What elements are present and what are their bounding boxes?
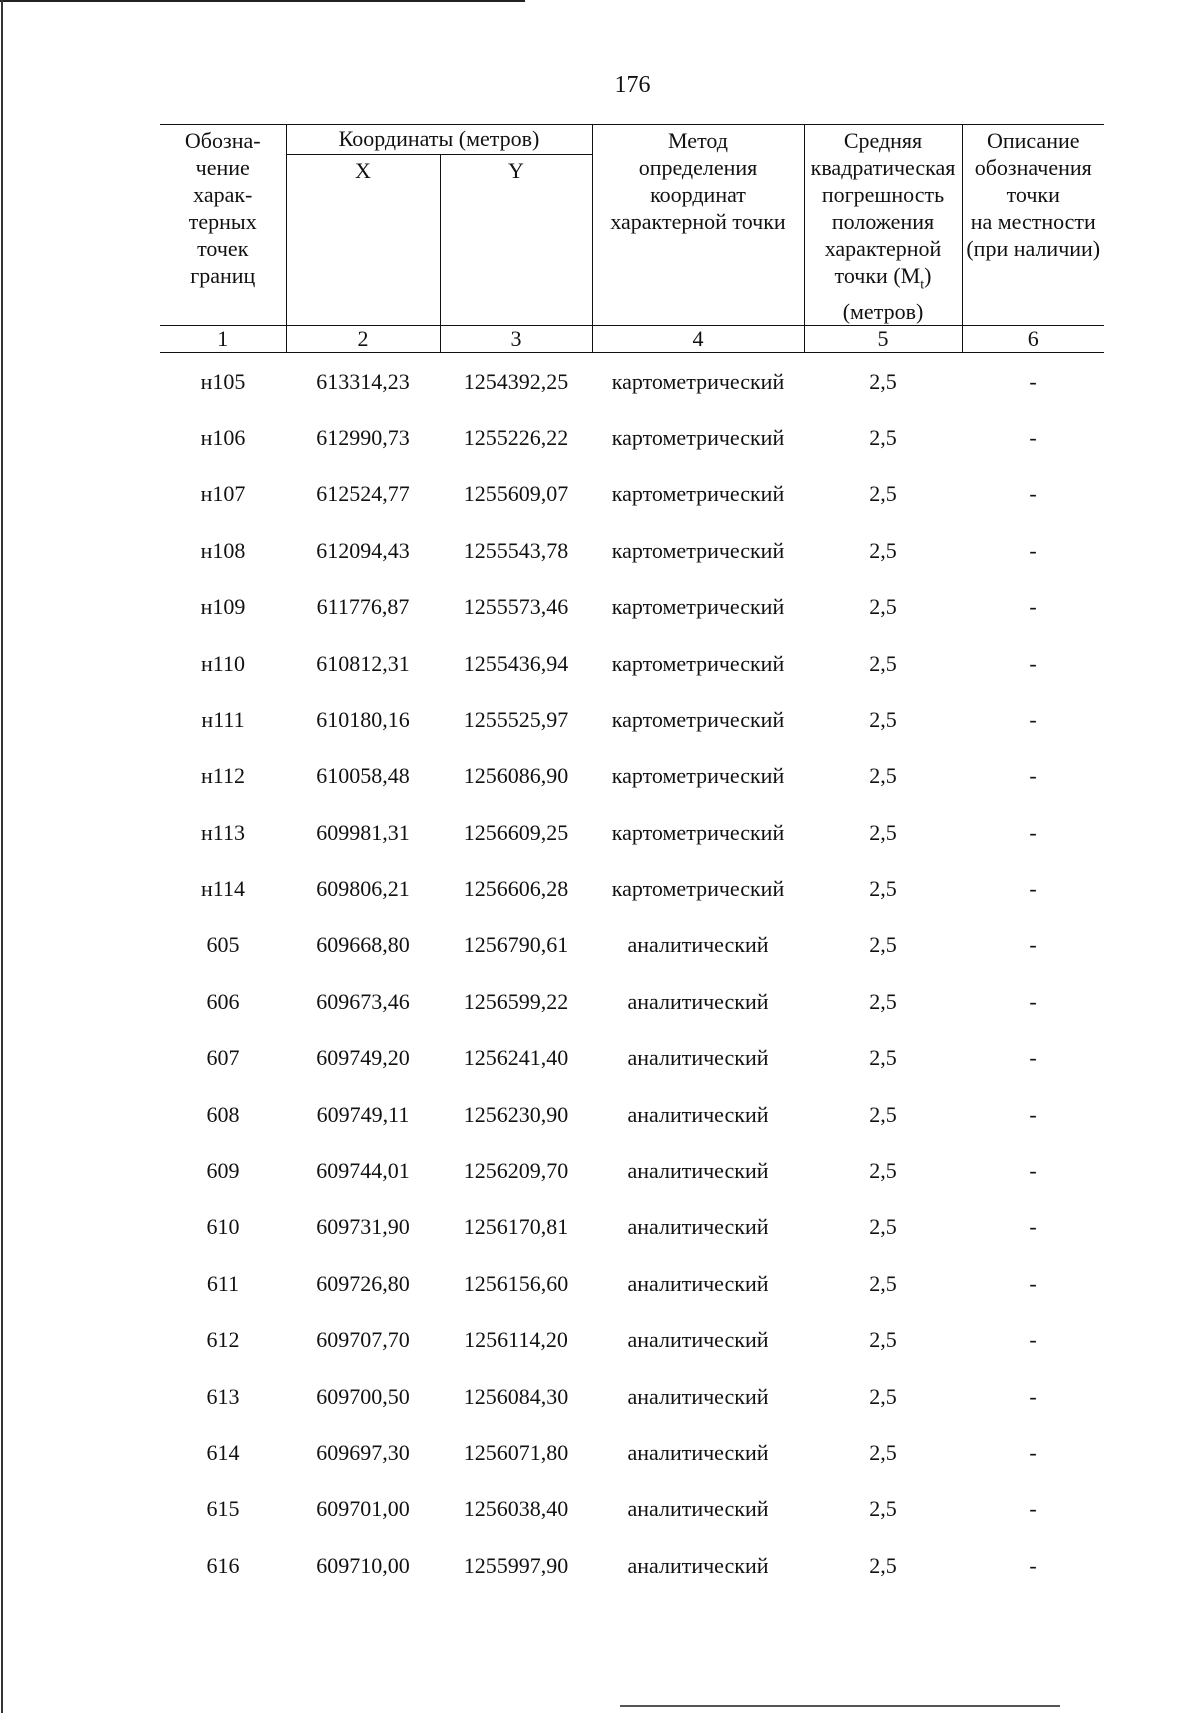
cell-point-id: 612 xyxy=(206,1327,240,1353)
cell-description: - xyxy=(1029,763,1037,789)
cell-y: 1255997,90 xyxy=(463,1552,569,1578)
cell-y: 1256038,40 xyxy=(463,1496,569,1522)
scan-edge-bottom xyxy=(620,1705,1060,1707)
cell-point-id: н105 xyxy=(200,368,246,394)
cell-method: аналитический xyxy=(627,1496,769,1522)
column-number: 1 xyxy=(160,326,286,353)
table-row xyxy=(160,1368,1104,1424)
cell-x: 609707,70 xyxy=(316,1327,410,1353)
cell-point-id: н111 xyxy=(201,706,245,732)
cell-error: 2,5 xyxy=(869,424,897,450)
table-row xyxy=(160,1030,1104,1086)
table-row xyxy=(160,748,1104,804)
cell-description: - xyxy=(1029,1327,1037,1353)
cell-description: - xyxy=(1029,1270,1037,1296)
table-row xyxy=(160,692,1104,748)
table-row xyxy=(160,1481,1104,1537)
column-number: 3 xyxy=(440,326,592,353)
cell-description: - xyxy=(1029,594,1037,620)
table-row xyxy=(160,635,1104,691)
header-coordinates-group: Координаты (метров) xyxy=(286,125,592,155)
cell-y: 1256609,25 xyxy=(463,819,569,845)
cell-x: 610058,48 xyxy=(316,763,410,789)
cell-description: - xyxy=(1029,932,1037,958)
cell-point-id: 613 xyxy=(206,1383,240,1409)
cell-point-id: н107 xyxy=(200,481,246,507)
cell-method: аналитический xyxy=(627,1383,769,1409)
cell-point-id: 616 xyxy=(206,1552,240,1578)
cell-method: аналитический xyxy=(627,1270,769,1296)
column-number: 4 xyxy=(592,326,804,353)
cell-y: 1255573,46 xyxy=(463,594,569,620)
header-description: Описание обозначения точки на местности (при наличии) xyxy=(962,125,1104,326)
cell-point-id: 607 xyxy=(206,1045,240,1071)
cell-error: 2,5 xyxy=(869,1045,897,1071)
cell-description: - xyxy=(1029,988,1037,1014)
cell-error: 2,5 xyxy=(869,368,897,394)
cell-description: - xyxy=(1029,876,1037,902)
cell-y: 1256114,20 xyxy=(464,1327,568,1353)
cell-description: - xyxy=(1029,706,1037,732)
cell-y: 1256790,61 xyxy=(463,932,569,958)
cell-x: 609981,31 xyxy=(316,819,410,845)
cell-description: - xyxy=(1029,1045,1037,1071)
header-mean-square-error: Средняя квадратическая погрешность положения характерной точки $(M_t)$ (метров) xyxy=(804,125,962,326)
page-number: 176 xyxy=(614,72,651,98)
cell-y: 1256170,81 xyxy=(463,1214,569,1240)
cell-y: 1255436,94 xyxy=(463,650,569,676)
scan-edge-left xyxy=(1,0,3,1713)
cell-description: - xyxy=(1029,1214,1037,1240)
cell-method: аналитический xyxy=(627,1158,769,1184)
cell-x: 612524,77 xyxy=(316,481,410,507)
cell-point-id: 608 xyxy=(206,1101,240,1127)
table-row xyxy=(160,1143,1104,1199)
coordinates-table xyxy=(160,124,1104,1594)
cell-x: 609749,11 xyxy=(316,1101,410,1127)
cell-x: 609710,00 xyxy=(316,1552,410,1578)
cell-x: 611776,87 xyxy=(316,594,410,620)
cell-point-id: 606 xyxy=(206,988,240,1014)
cell-x: 610180,16 xyxy=(316,706,410,732)
cell-method: аналитический xyxy=(627,932,769,958)
cell-point-id: 605 xyxy=(206,932,240,958)
cell-error: 2,5 xyxy=(869,481,897,507)
cell-x: 609700,50 xyxy=(316,1383,410,1409)
cell-point-id: н109 xyxy=(200,594,246,620)
cell-description: - xyxy=(1029,481,1037,507)
cell-error: 2,5 xyxy=(869,1214,897,1240)
cell-y: 1256599,22 xyxy=(463,988,569,1014)
header-y: Y xyxy=(440,154,592,326)
cell-y: 1255525,97 xyxy=(463,706,569,732)
cell-y: 1256606,28 xyxy=(463,876,569,902)
table-row xyxy=(160,917,1104,973)
table-row xyxy=(160,1199,1104,1255)
scan-edge-top xyxy=(0,0,525,2)
cell-error: 2,5 xyxy=(869,819,897,845)
cell-description: - xyxy=(1029,368,1037,394)
cell-error: 2,5 xyxy=(869,763,897,789)
table-row xyxy=(160,523,1104,579)
cell-description: - xyxy=(1029,1440,1037,1465)
cell-x: 609726,80 xyxy=(316,1270,410,1296)
table-row xyxy=(160,861,1104,917)
cell-error: 2,5 xyxy=(869,988,897,1014)
cell-point-id: н112 xyxy=(201,763,245,789)
cell-method: аналитический xyxy=(627,1552,769,1578)
cell-error: 2,5 xyxy=(869,1552,897,1578)
cell-x: 610812,31 xyxy=(316,650,410,676)
cell-point-id: 611 xyxy=(206,1270,240,1296)
cell-y: 1255226,22 xyxy=(463,424,569,450)
cell-description: - xyxy=(1029,819,1037,845)
cell-description: - xyxy=(1029,424,1037,450)
cell-description: - xyxy=(1029,1158,1037,1184)
cell-method: картометрический xyxy=(611,481,785,507)
cell-method: аналитический xyxy=(627,988,769,1014)
cell-point-id: н113 xyxy=(201,819,245,845)
cell-point-id: 610 xyxy=(206,1214,240,1240)
cell-method: картометрический xyxy=(611,819,785,845)
table-body xyxy=(160,353,1104,1594)
header-row-main xyxy=(160,125,1104,155)
cell-y: 1256071,80 xyxy=(463,1440,569,1465)
cell-y: 1255609,07 xyxy=(463,481,569,507)
table-row xyxy=(160,353,1104,410)
cell-description: - xyxy=(1029,1101,1037,1127)
cell-error: 2,5 xyxy=(869,1101,897,1127)
header-method: Метод определения координат характерной точки xyxy=(592,125,804,326)
cell-error: 2,5 xyxy=(869,1158,897,1184)
cell-x: 609668,80 xyxy=(316,932,410,958)
cell-error: 2,5 xyxy=(869,1496,897,1522)
cell-y: 1254392,25 xyxy=(463,368,569,394)
cell-point-id: н106 xyxy=(200,424,246,450)
header-x: X xyxy=(286,154,440,326)
cell-point-id: н114 xyxy=(201,876,245,902)
cell-point-id: 614 xyxy=(206,1440,240,1465)
cell-method: аналитический xyxy=(627,1440,769,1465)
cell-y: 1256209,70 xyxy=(463,1158,569,1184)
header-point-designation: Обозна- чение харак- терных точек границ xyxy=(160,125,286,326)
cell-x: 609731,90 xyxy=(316,1214,410,1240)
cell-description: - xyxy=(1029,650,1037,676)
cell-method: картометрический xyxy=(611,368,785,394)
cell-method: аналитический xyxy=(627,1101,769,1127)
cell-error: 2,5 xyxy=(869,1327,897,1353)
cell-point-id: 609 xyxy=(206,1158,240,1184)
cell-method: аналитический xyxy=(627,1214,769,1240)
table-row xyxy=(160,410,1104,466)
column-number: 5 xyxy=(804,326,962,353)
table-row xyxy=(160,805,1104,861)
cell-error: 2,5 xyxy=(869,650,897,676)
cell-x: 609806,21 xyxy=(316,876,410,902)
cell-x: 613314,23 xyxy=(316,368,410,394)
cell-error: 2,5 xyxy=(869,537,897,563)
cell-error: 2,5 xyxy=(869,1440,897,1465)
cell-x: 609701,00 xyxy=(316,1496,410,1522)
cell-method: картометрический xyxy=(611,650,785,676)
cell-method: картометрический xyxy=(611,706,785,732)
cell-method: картометрический xyxy=(611,594,785,620)
cell-point-id: 615 xyxy=(206,1496,240,1522)
table-row xyxy=(160,1425,1104,1481)
cell-point-id: н108 xyxy=(200,537,246,563)
table-row xyxy=(160,1256,1104,1312)
cell-y: 1256230,90 xyxy=(463,1101,569,1127)
column-number: 6 xyxy=(962,326,1104,353)
cell-method: аналитический xyxy=(627,1327,769,1353)
column-number: 2 xyxy=(286,326,440,353)
table-row xyxy=(160,579,1104,635)
cell-method: аналитический xyxy=(627,1045,769,1071)
cell-x: 612990,73 xyxy=(316,424,410,450)
cell-error: 2,5 xyxy=(869,1383,897,1409)
cell-method: картометрический xyxy=(611,876,785,902)
cell-error: 2,5 xyxy=(869,876,897,902)
cell-y: 1256086,90 xyxy=(463,763,569,789)
column-number-row xyxy=(160,326,1104,353)
cell-error: 2,5 xyxy=(869,932,897,958)
cell-x: 609749,20 xyxy=(316,1045,410,1071)
cell-method: картометрический xyxy=(611,424,785,450)
cell-point-id: н110 xyxy=(201,650,245,676)
table-row xyxy=(160,1086,1104,1142)
cell-description: - xyxy=(1029,1496,1037,1522)
cell-error: 2,5 xyxy=(869,706,897,732)
cell-description: - xyxy=(1029,1383,1037,1409)
table-row xyxy=(160,1538,1104,1594)
table-row xyxy=(160,974,1104,1030)
cell-method: картометрический xyxy=(611,537,785,563)
cell-method: картометрический xyxy=(611,763,785,789)
cell-x: 609697,30 xyxy=(316,1440,410,1465)
cell-description: - xyxy=(1029,1552,1037,1578)
cell-x: 612094,43 xyxy=(316,537,410,563)
cell-error: 2,5 xyxy=(869,594,897,620)
cell-x: 609673,46 xyxy=(316,988,410,1014)
table-row xyxy=(160,1312,1104,1368)
cell-y: 1255543,78 xyxy=(463,537,569,563)
cell-y: 1256241,40 xyxy=(463,1045,569,1071)
cell-description: - xyxy=(1029,537,1037,563)
cell-y: 1256084,30 xyxy=(463,1383,569,1409)
cell-y: 1256156,60 xyxy=(463,1270,569,1296)
cell-error: 2,5 xyxy=(869,1270,897,1296)
cell-x: 609744,01 xyxy=(316,1158,410,1184)
table-row xyxy=(160,466,1104,522)
